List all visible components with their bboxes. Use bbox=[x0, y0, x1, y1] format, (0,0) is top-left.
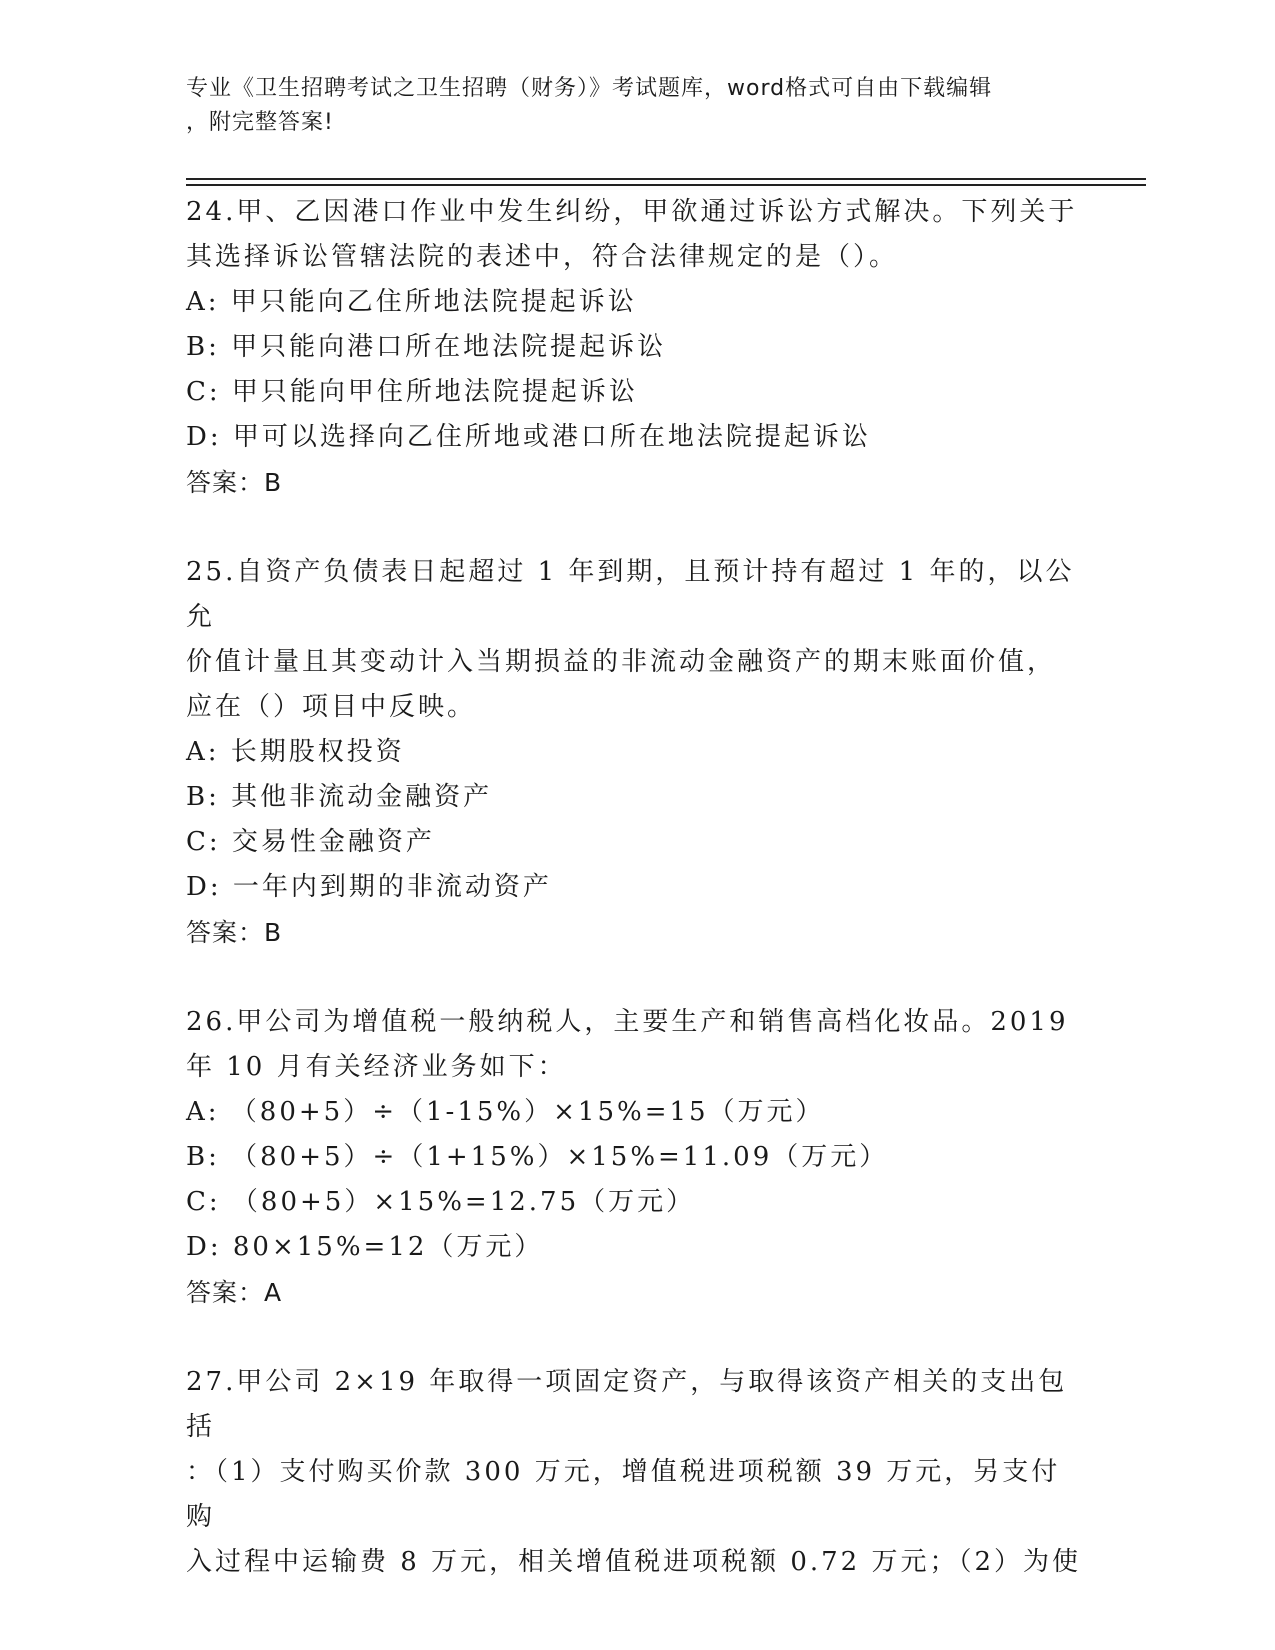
question-24 bbox=[186, 190, 1086, 505]
option-c: C: 甲只能向甲住所地法院提起诉讼 bbox=[186, 377, 638, 407]
answer bbox=[186, 1270, 1086, 1315]
option-b: B: （80+5）÷（1+15%）×15%=11.09（万元） bbox=[186, 1142, 889, 1172]
question-line: 年 10 月有关经济业务如下： bbox=[186, 1052, 567, 1082]
option-a: A: （80+5）÷（1-15%）×15%=15（万元） bbox=[186, 1097, 825, 1127]
question-line: 24.甲、乙因港口作业中发生纠纷，甲欲通过诉讼方式解决。下列关于 bbox=[186, 197, 1078, 227]
question-text bbox=[186, 550, 1086, 730]
question-line: 价值计量且其变动计入当期损益的非流动金融资产的期末账面价值， bbox=[186, 647, 1057, 677]
question-text bbox=[186, 1000, 1086, 1090]
answer-label: 答案： bbox=[186, 468, 265, 497]
header-line-1: 专业《卫生招聘考试之卫生招聘（财务）》考试题库，word格式可自由下载编辑 bbox=[186, 76, 993, 101]
header-divider-top bbox=[186, 178, 1146, 180]
question-text bbox=[186, 190, 1086, 280]
question-list bbox=[186, 190, 1086, 1585]
question-line: 入过程中运输费 8 万元，相关增值税进项税额 0.72 万元；（2）为使 bbox=[186, 1547, 1082, 1577]
question-27 bbox=[186, 1360, 1086, 1585]
question-line: 应在（）项目中反映。 bbox=[186, 692, 477, 722]
question-25 bbox=[186, 550, 1086, 955]
question-text bbox=[186, 1360, 1086, 1585]
question-line: 27.甲公司 2×19 年取得一项固定资产，与取得该资产相关的支出包括 bbox=[186, 1367, 1068, 1442]
question-26 bbox=[186, 1000, 1086, 1315]
question-line: 26.甲公司为增值税一般纳税人，主要生产和销售高档化妆品。2019 bbox=[186, 1007, 1069, 1037]
answer-value: B bbox=[264, 918, 283, 947]
option-c: C: 交易性金融资产 bbox=[186, 827, 435, 857]
option-c: C: （80+5）×15%=12.75（万元） bbox=[186, 1187, 696, 1217]
answer-value: B bbox=[264, 468, 283, 497]
answer-label: 答案： bbox=[186, 918, 265, 947]
option-b: B: 甲只能向港口所在地法院提起诉讼 bbox=[186, 332, 667, 362]
header-line-2: ，附完整答案! bbox=[186, 110, 334, 135]
header-divider-bottom bbox=[186, 184, 1146, 186]
option-d: D: 80×15%=12（万元） bbox=[186, 1232, 544, 1262]
option-d: D: 一年内到期的非流动资产 bbox=[186, 872, 552, 902]
answer bbox=[186, 460, 1086, 505]
option-d: D: 甲可以选择向乙住所地或港口所在地法院提起诉讼 bbox=[186, 422, 871, 452]
question-line: ：（1）支付购买价款 300 万元，增值税进项税额 39 万元，另支付购 bbox=[186, 1457, 1061, 1532]
answer-value: A bbox=[264, 1278, 283, 1307]
question-line: 25.自资产负债表日起超过 1 年到期，且预计持有超过 1 年的，以公允 bbox=[186, 557, 1075, 632]
option-a: A: 长期股权投资 bbox=[186, 737, 405, 767]
answer-label: 答案： bbox=[186, 1278, 265, 1307]
document-header bbox=[186, 72, 1066, 140]
option-b: B: 其他非流动金融资产 bbox=[186, 782, 493, 812]
answer bbox=[186, 910, 1086, 955]
question-line: 其选择诉讼管辖法院的表述中，符合法律规定的是（）。 bbox=[186, 242, 899, 272]
option-a: A: 甲只能向乙住所地法院提起诉讼 bbox=[186, 287, 637, 317]
